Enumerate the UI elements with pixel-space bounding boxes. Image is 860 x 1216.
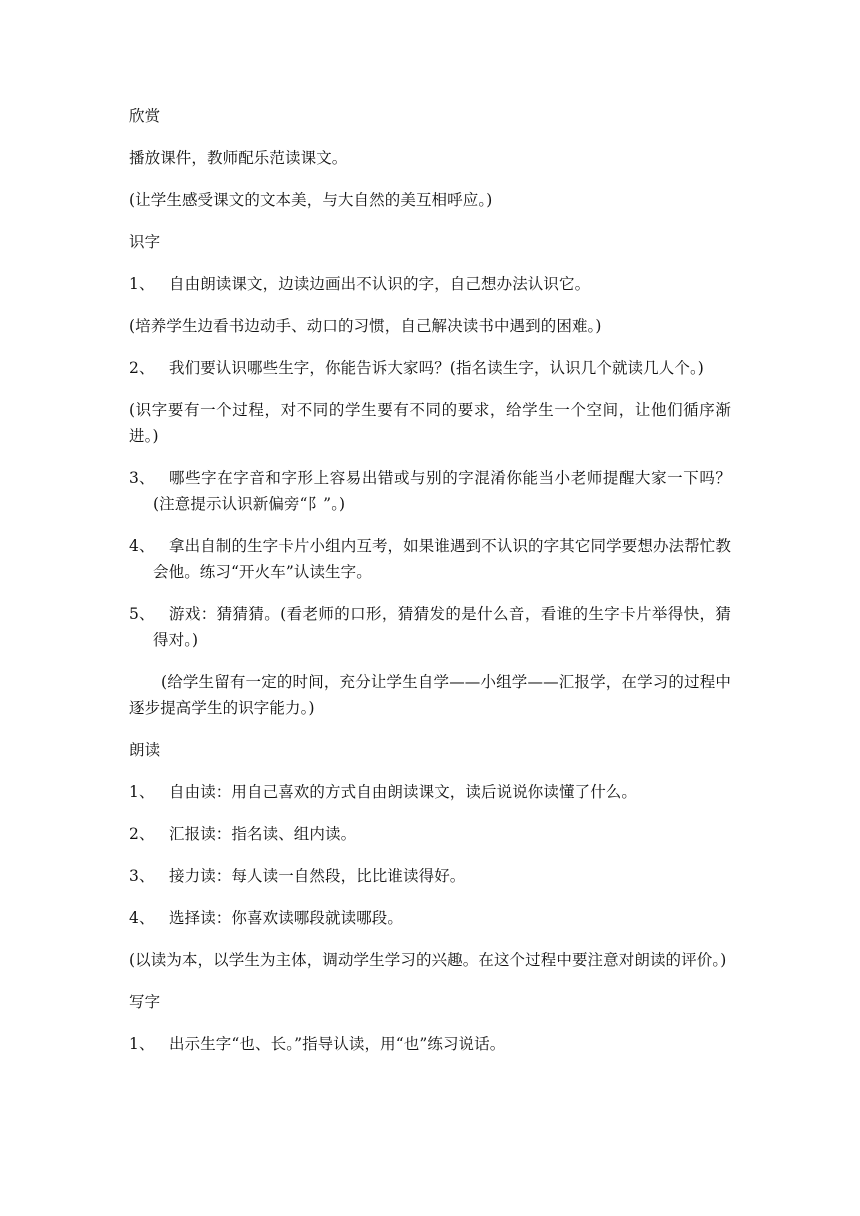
list-item <box>129 821 731 847</box>
list-text: 自由读：用自己喜欢的方式自由朗读课文，读后说说你读懂了什么。 <box>169 783 638 801</box>
section-heading-appreciate: 欣赏 <box>129 107 161 125</box>
section-heading-writing: 写字 <box>129 993 161 1011</box>
teaching-note: (识字要有一个过程，对不同的学生要有不同的要求，给学生一个空间，让他们循序渐进。) <box>129 401 731 445</box>
list-text: 拿出自制的生字卡片小组内互考，如果谁遇到不认识的字其它同学要想办法帮忙教会他。练习“开火车”认读生字。 <box>153 537 731 581</box>
list-item <box>129 533 731 585</box>
list-text: 汇报读：指名读、组内读。 <box>169 825 357 843</box>
list-text: 出示生字“也、长。”指导认读，用“也”练习说话。 <box>169 1035 506 1053</box>
list-item <box>129 271 731 297</box>
list-text: 哪些字在字音和字形上容易出错或与别的字混淆你能当小老师提醒大家一下吗？(注意提示认识新偏旁“阝”。) <box>153 469 731 513</box>
list-text: 自由朗读课文，边读边画出不认识的字，自己想办法认识它。 <box>169 275 591 293</box>
list-number: 2、 <box>129 359 155 377</box>
list-number: 1、 <box>129 275 155 293</box>
teaching-note: (给学生留有一定的时间，充分让学生自学——小组学——汇报学，在学习的过程中逐步提高学生的识字能力。) <box>129 673 731 717</box>
teaching-note: (以读为本，以学生为主体，调动学生学习的兴趣。在这个过程中要注意对朗读的评价。) <box>129 951 727 969</box>
document-body <box>129 103 731 1073</box>
list-text: 接力读：每人读一自然段，比比谁读得好。 <box>169 867 466 885</box>
paragraph: 播放课件，教师配乐范读课文。 <box>129 149 348 167</box>
list-number: 1、 <box>129 1035 155 1053</box>
list-number: 3、 <box>129 867 155 885</box>
list-number: 5、 <box>129 605 155 623</box>
list-number: 4、 <box>129 909 155 927</box>
teaching-note: (培养学生边看书边动手、动口的习惯，自己解决读书中遇到的困难。) <box>129 317 602 335</box>
list-text: 我们要认识哪些生字，你能告诉大家吗？(指名读生字，认识几个就读几人个。) <box>169 359 704 377</box>
list-text: 游戏：猜猜猜。(看老师的口形，猜猜发的是什么音，看谁的生字卡片举得快，猜得对。) <box>153 605 731 649</box>
list-item <box>129 601 731 653</box>
list-item <box>129 465 731 517</box>
list-item <box>129 779 731 805</box>
list-item <box>129 863 731 889</box>
list-number: 1、 <box>129 783 155 801</box>
list-item <box>129 905 731 931</box>
teaching-note: (让学生感受课文的文本美，与大自然的美互相呼应。) <box>129 191 493 209</box>
list-number: 4、 <box>129 537 155 555</box>
list-item <box>129 355 731 381</box>
list-text: 选择读：你喜欢读哪段就读哪段。 <box>169 909 404 927</box>
list-number: 2、 <box>129 825 155 843</box>
list-number: 3、 <box>129 469 155 487</box>
section-heading-literacy: 识字 <box>129 233 161 251</box>
list-item <box>129 1031 731 1057</box>
section-heading-reading: 朗读 <box>129 741 161 759</box>
